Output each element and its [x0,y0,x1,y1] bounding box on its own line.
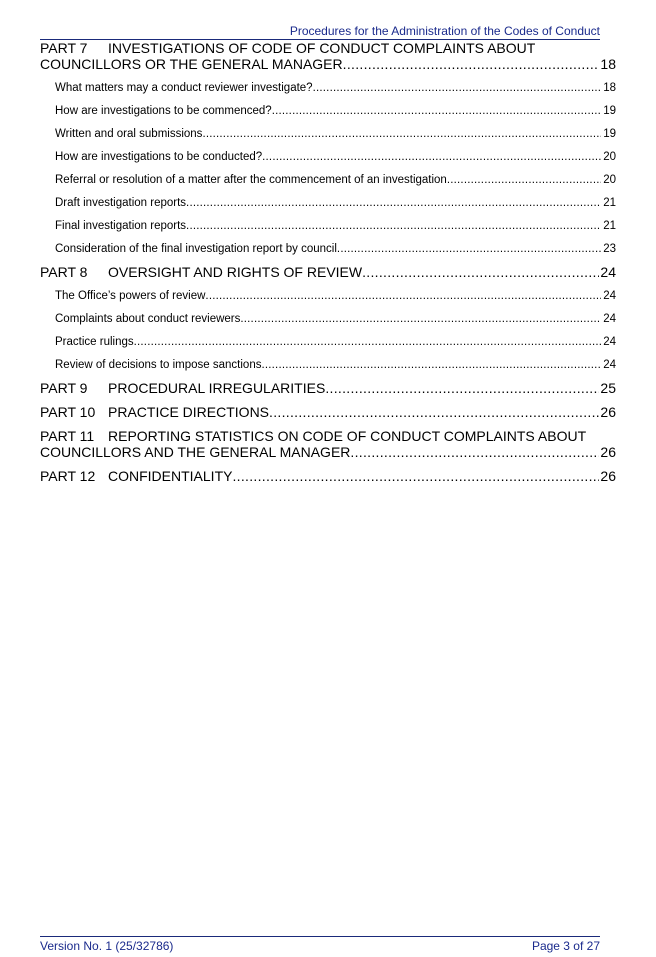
page-number: 24 [600,264,616,280]
part-title: PROCEDURAL IRREGULARITIES [108,380,326,396]
entry-label: How are investigations to be conducted? [55,151,263,163]
page-number: 20 [603,174,616,186]
toc-part-10[interactable] [40,404,616,420]
dot-leader [232,468,599,484]
version-label: Version No. 1 (25/32786) [40,939,174,953]
toc-entry[interactable] [40,289,616,303]
page-number: 19 [603,128,616,140]
dot-leader [325,380,599,396]
toc-entry[interactable] [40,358,616,372]
part-number: PART 8 [40,264,88,280]
page-number: 20 [603,151,616,163]
dot-leader [205,289,601,303]
part-title-line2: COUNCILLORS OR THE GENERAL MANAGER [40,56,343,72]
table-of-contents [40,40,616,484]
page-number: 24 [603,290,616,302]
toc-entry[interactable] [40,335,616,349]
toc-entry[interactable] [40,312,616,326]
toc-entry[interactable] [40,196,616,210]
dot-leader [447,173,601,187]
entry-label: Practice rulings [55,336,134,348]
page-number: 24 [603,359,616,371]
part-title: OVERSIGHT AND RIGHTS OF REVIEW [108,264,363,280]
part-title-line2: COUNCILLORS AND THE GENERAL MANAGER [40,444,351,460]
page-number: 26 [600,404,616,420]
part-number: PART 10 [40,404,96,420]
dot-leader [202,127,601,141]
dot-leader [262,150,601,164]
entry-label: What matters may a conduct reviewer investigate? [55,82,313,94]
part-number: PART 9 [40,380,88,396]
toc-entry[interactable] [40,81,616,95]
page-number: 21 [603,220,616,232]
dot-leader [134,335,602,349]
dot-leader [240,312,601,326]
entry-label: Final investigation reports [55,220,187,232]
dot-leader [269,404,599,420]
toc-entry[interactable] [40,173,616,187]
page-number: 25 [600,380,616,396]
part-title-line1: INVESTIGATIONS OF CODE OF CONDUCT COMPLAINTS ABOUT [108,40,536,56]
page-number: 19 [603,105,616,117]
entry-label: The Office’s powers of review [55,290,206,302]
page-number: 21 [603,197,616,209]
toc-entry[interactable] [40,127,616,141]
page-number: 24 [603,336,616,348]
dot-leader [362,264,599,280]
page-number: 18 [600,56,616,72]
part-title-line1: REPORTING STATISTICS ON CODE OF CONDUCT COMPLAINTS ABOUT [108,428,587,444]
page-number: 24 [603,313,616,325]
page-indicator: Page 3 of 27 [531,939,600,953]
dot-leader [350,444,599,460]
entry-label: Draft investigation reports [55,197,187,209]
toc-part-7[interactable] [40,40,616,72]
toc-part-8[interactable] [40,264,616,280]
toc-part-9[interactable] [40,380,616,396]
toc-entry[interactable] [40,242,616,256]
part-number: PART 11 [40,428,95,444]
dot-leader [261,358,601,372]
page-number: 26 [600,468,616,484]
dot-leader [313,81,602,95]
entry-label: Consideration of the final investigation report by council [55,243,337,255]
part-number: PART 7 [40,40,88,56]
toc-entry[interactable] [40,150,616,164]
dot-leader [343,56,600,72]
entry-label: Complaints about conduct reviewers [55,313,241,325]
dot-leader [186,196,601,210]
page-footer [40,936,600,957]
part-title: CONFIDENTIALITY [108,468,233,484]
dot-leader [272,104,602,118]
toc-entry[interactable] [40,219,616,233]
toc-entry[interactable] [40,104,616,118]
entry-label: Referral or resolution of a matter after the commencement of an investigation [55,174,447,186]
part-number: PART 12 [40,468,96,484]
toc-part-12[interactable] [40,468,616,484]
page-number: 18 [603,82,616,94]
dot-leader [186,219,601,233]
part-title: PRACTICE DIRECTIONS [108,404,270,420]
page-number: 23 [603,243,616,255]
document-title: Procedures for the Administration of the Codes of Conduct [289,24,600,38]
page-number: 26 [600,444,616,460]
entry-label: Written and oral submissions [55,128,203,140]
dot-leader [337,242,601,256]
entry-label: How are investigations to be commenced? [55,105,272,117]
toc-part-11[interactable] [40,428,616,460]
entry-label: Review of decisions to impose sanctions [55,359,262,371]
page-header [40,24,600,40]
